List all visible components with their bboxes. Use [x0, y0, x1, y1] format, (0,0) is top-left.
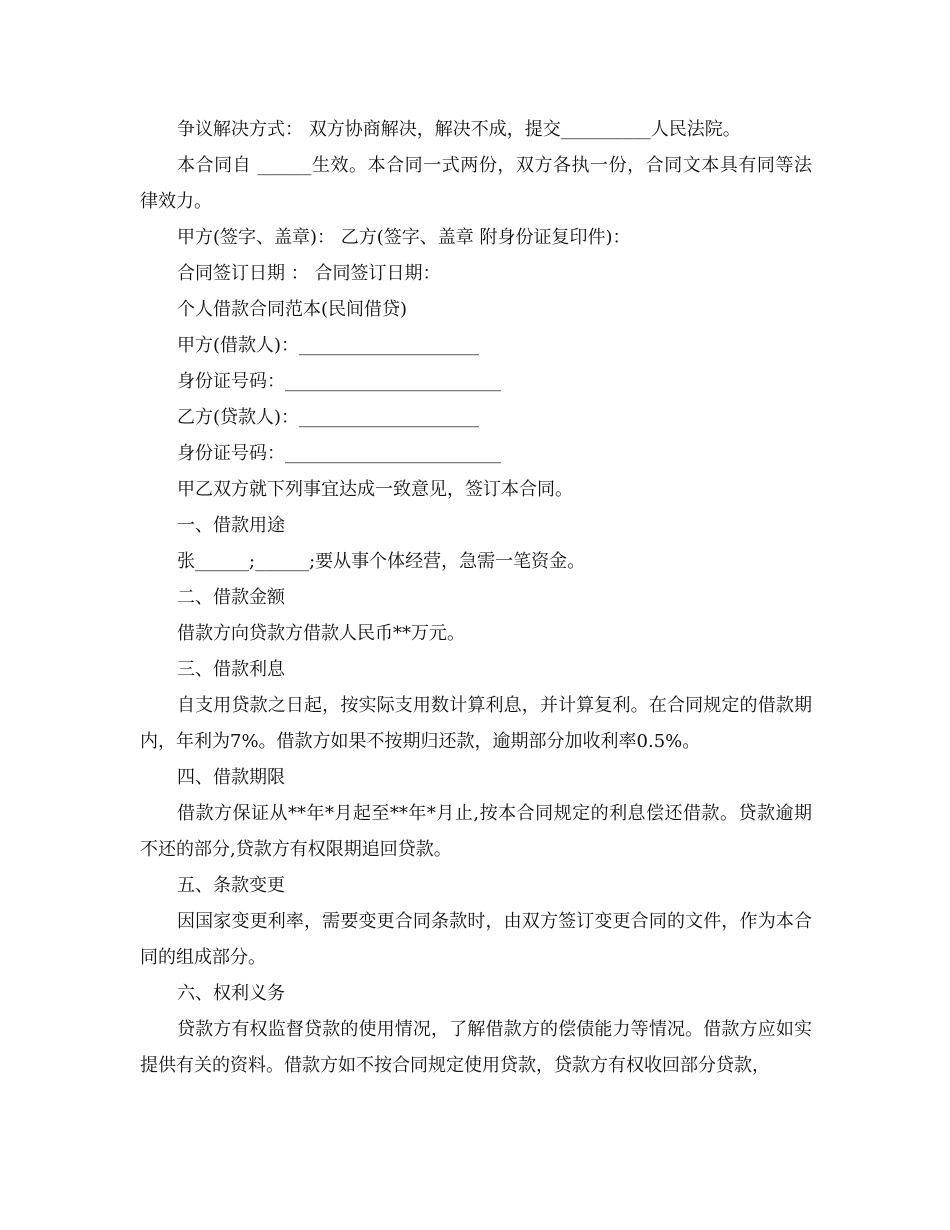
- borrower-id-field: 身份证号码：________________________: [177, 371, 501, 392]
- signature-line: 甲方(签字、盖章)： 乙方(签字、盖章 附身份证复印件)：: [177, 227, 631, 248]
- section-heading-purpose: 一、借款用途: [177, 515, 285, 536]
- effectiveness-clause: 本合同自 ______生效。本合同一式两份，双方各执一份，合同文本具有同等法律效力。: [140, 155, 812, 212]
- signing-date-line: 合同签订日期 ： 合同签订日期：: [177, 263, 441, 284]
- interest-text: 自支用贷款之日起，按实际支用数计算利息，并计算复利。在合同规定的借款期内，年利为7%。借款方如果不按期归还款，逾期部分加收利率0.5%。: [140, 695, 812, 752]
- amendment-text: 因国家变更利率，需要变更合同条款时，由双方签订变更合同的文件，作为本合同的组成部分。: [140, 911, 812, 968]
- contract-title: 个人借款合同范本(民间借贷): [177, 299, 408, 320]
- agreement-intro: 甲乙双方就下列事宜达成一致意见，签订本合同。: [177, 479, 573, 500]
- lender-id-field: 身份证号码：________________________: [177, 443, 501, 464]
- section-heading-amount: 二、借款金额: [177, 587, 285, 608]
- purpose-text: 张______;______;要从事个体经营，急需一笔资金。: [177, 551, 586, 572]
- section-heading-rights: 六、权利义务: [177, 983, 285, 1004]
- amount-text: 借款方向贷款方借款人民币**万元。: [177, 623, 465, 644]
- term-text: 借款方保证从**年*月起至**年*月止,按本合同规定的利息偿还借款。贷款逾期不还的部分,贷款方有权限期追回贷款。: [140, 803, 812, 860]
- rights-text: 贷款方有权监督贷款的使用情况，了解借款方的偿债能力等情况。借款方应如实提供有关的资料。借款方如不按合同规定使用贷款，贷款方有权收回部分贷款，: [140, 1019, 812, 1076]
- section-heading-amendment: 五、条款变更: [177, 875, 285, 896]
- section-heading-term: 四、借款期限: [177, 767, 285, 788]
- dispute-resolution-clause: 争议解决方式： 双方协商解决，解决不成，提交__________人民法院。: [177, 119, 741, 140]
- lender-field: 乙方(贷款人)：____________________: [177, 407, 480, 428]
- document-page: [140, 112, 812, 1084]
- section-heading-interest: 三、借款利息: [177, 659, 285, 680]
- borrower-field: 甲方(借款人)：____________________: [177, 335, 480, 356]
